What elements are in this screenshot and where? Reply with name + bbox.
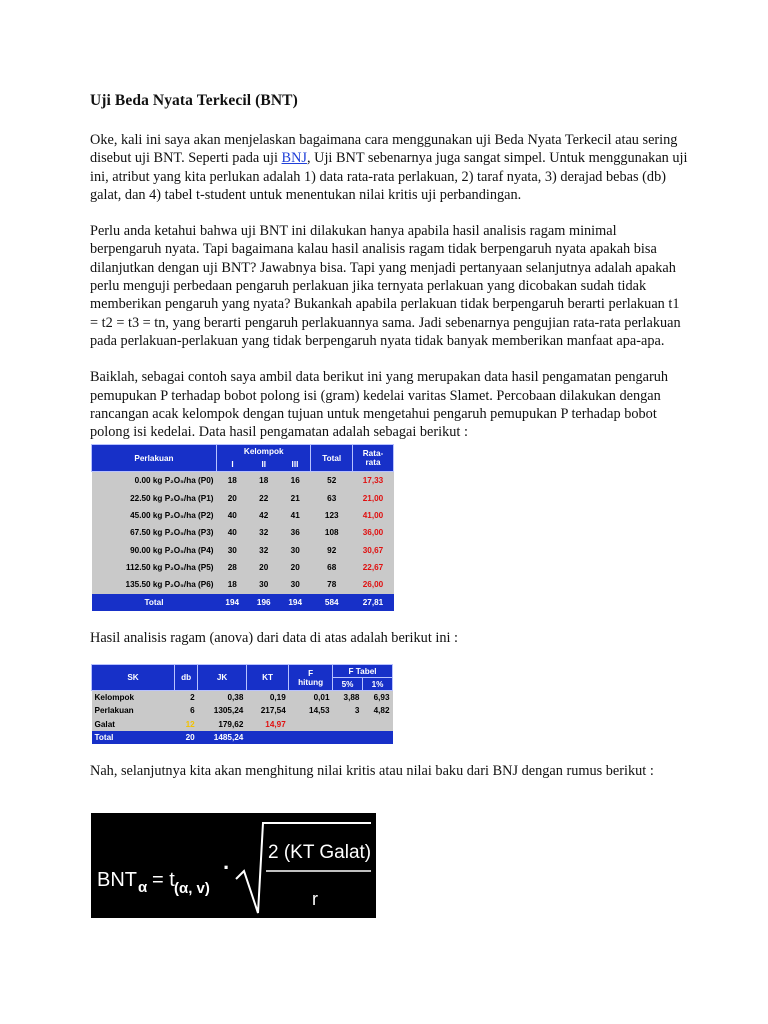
anova-cell-f1: 6,93 xyxy=(362,691,392,705)
col-fhitung xyxy=(289,665,333,691)
cell-k2: 18 xyxy=(248,472,279,490)
total-cell-rata: 27,81 xyxy=(353,594,394,611)
anova-cell-f1: 4,82 xyxy=(362,704,392,717)
anova-cell-kt: 14,97 xyxy=(246,718,288,731)
total-cell-total: 584 xyxy=(311,594,353,611)
col-sk: SK xyxy=(92,665,175,691)
cell-k3: 30 xyxy=(279,576,310,593)
bnj-link[interactable]: BNJ xyxy=(281,150,307,167)
total-cell-k2: 196 xyxy=(248,594,279,611)
cell-rata: 26,00 xyxy=(353,576,394,593)
anova-cell-fh: 14,53 xyxy=(289,704,333,717)
cell-total: 78 xyxy=(311,576,353,593)
col-f5: 5% xyxy=(333,678,363,691)
anova-cell-sk: Kelompok xyxy=(92,691,175,705)
anova-cell-jk: 179,62 xyxy=(198,718,247,731)
cell-rata: 22,67 xyxy=(353,559,394,576)
anova-total-cell-jk: 1485,24 xyxy=(198,731,247,744)
row-label: 135.50 kg P₂O₅/ha (P6) xyxy=(92,576,217,593)
anova-total-cell-x4 xyxy=(362,731,392,744)
col-perlakuan: Perlakuan xyxy=(92,445,217,472)
row-label: 112.50 kg P₂O₅/ha (P5) xyxy=(92,559,217,576)
total-cell-label: Total xyxy=(92,594,217,611)
anova-total-cell-x3 xyxy=(333,731,363,744)
cell-k2: 32 xyxy=(248,524,279,541)
anova-total-cell-x2 xyxy=(289,731,333,744)
bnt-formula-image xyxy=(91,813,376,918)
fhitung-label-1: F xyxy=(308,668,314,678)
anova-row xyxy=(92,691,393,705)
anova-cell-f1 xyxy=(362,718,392,731)
cell-total: 68 xyxy=(311,559,353,576)
anova-cell-kt: 0,19 xyxy=(246,691,288,705)
anova-cell-jk: 0,38 xyxy=(198,691,247,705)
col-k3: III xyxy=(279,458,310,472)
cell-k2: 30 xyxy=(248,576,279,593)
data-table xyxy=(91,444,394,611)
row-label: 0.00 kg P₂O₅/ha (P0) xyxy=(92,472,217,490)
cell-k3: 20 xyxy=(279,559,310,576)
cell-k3: 21 xyxy=(279,490,310,507)
formula-bnt: BNT xyxy=(97,869,137,891)
formula-args: (α, v) xyxy=(174,880,210,897)
cell-k2: 22 xyxy=(248,490,279,507)
cell-k1: 40 xyxy=(217,524,248,541)
table-row xyxy=(92,576,394,593)
col-jk: JK xyxy=(198,665,247,691)
cell-rata: 36,00 xyxy=(353,524,394,541)
cell-total: 92 xyxy=(311,542,353,559)
cell-k1: 28 xyxy=(217,559,248,576)
anova-cell-f5 xyxy=(333,718,363,731)
cell-rata: 30,67 xyxy=(353,542,394,559)
paragraph-example: Baiklah, sebagai contoh saya ambil data berikut ini yang merupakan data hasil pengamatan pengaruh pemupukan P terhadap bobot polong isi (gram) kedelai varitas Slamet. Percobaan dilakukan dengan rancangan acak kelompok dengan tujuan untuk mengetahui pengaruh pemupukan P terhadap bobot polong isi kedelai. Data hasil pengamatan adalah sebagai berikut : xyxy=(90,369,669,441)
cell-k2: 42 xyxy=(248,507,279,524)
intro-text-b: , Uji BNT sebenarnya juga sangat simpel. Untuk menggunakan uji ini, atribut yang kita perlukan adalah 1) data rata-rata perlakuan, 2) taraf nyata, 3) derajad bebas (db) galat, dan 4) tabel t-student untuk menentukan nilai kritis uji perbandingan. xyxy=(90,150,688,203)
paragraph-bnt-formula: Nah, selanjutnya kita akan menghitung nilai kritis atau nilai baku dari BNJ dengan rumus berikut : xyxy=(90,763,654,779)
anova-row xyxy=(92,718,393,731)
anova-total-cell-sk: Total xyxy=(92,731,175,744)
anova-cell-db: 2 xyxy=(175,691,198,705)
cell-rata: 17,33 xyxy=(353,472,394,490)
col-k2: II xyxy=(248,458,279,472)
cell-rata: 41,00 xyxy=(353,507,394,524)
anova-table xyxy=(91,664,393,744)
cell-k1: 40 xyxy=(217,507,248,524)
anova-cell-fh: 0,01 xyxy=(289,691,333,705)
paragraph-explanation: Perlu anda ketahui bahwa uji BNT ini dilakukan hanya apabila hasil analisis ragam minimal berpengaruh nyata. Tapi bagaimana kalau hasil analisis ragam tidak berpengaruh nyata apakah bisa dilanjutkan dengan uji BNT? Jawabnya bisa. Tapi yang menjadi pertanyaan selanjutnya adalah apakah perlu menguji perbedaan pengaruh perlakuan jika ternyata perlakuan yang dicobakan sudah tidak memberikan pengaruh yang nyata? Bukankah apabila perlakuan tidak berpengaruh berarti perlakuan t1 = t2 = t3 = tn, yang berarti pengaruh perlakuannya sama. Jadi sebenarnya pengujian rata-rata perlakuan pada perlakuan-perlakuan yang tidak berpengaruh nyata tidak banyak memberikan manfaat apa-apa. xyxy=(90,223,681,349)
cell-total: 108 xyxy=(311,524,353,541)
table-row xyxy=(92,542,394,559)
formula-alpha: α xyxy=(138,879,148,896)
total-cell-k1: 194 xyxy=(217,594,248,611)
col-k1: I xyxy=(217,458,248,472)
anova-cell-jk: 1305,24 xyxy=(198,704,247,717)
cell-k2: 32 xyxy=(248,542,279,559)
cell-k3: 16 xyxy=(279,472,310,490)
paragraph-intro xyxy=(90,131,690,204)
anova-cell-db: 6 xyxy=(175,704,198,717)
row-label: 67.50 kg P₂O₅/ha (P3) xyxy=(92,524,217,541)
cell-k1: 18 xyxy=(217,576,248,593)
anova-cell-sk: Galat xyxy=(92,718,175,731)
col-kelompok: Kelompok xyxy=(217,445,311,459)
cell-k3: 36 xyxy=(279,524,310,541)
col-db: db xyxy=(175,665,198,691)
fhitung-label-2: hitung xyxy=(298,677,324,687)
table-row xyxy=(92,507,394,524)
col-f1: 1% xyxy=(362,678,392,691)
formula-numerator: 2 (KT Galat) xyxy=(268,842,372,863)
formula-dot: · xyxy=(223,855,231,880)
formula-eq: = t xyxy=(152,869,175,891)
col-total: Total xyxy=(311,445,353,472)
paragraph-anova: Hasil analisis ragam (anova) dari data di atas adalah berikut ini : xyxy=(90,630,459,646)
col-ftabel: F Tabel xyxy=(333,665,393,678)
anova-cell-f5: 3 xyxy=(333,704,363,717)
table-row xyxy=(92,472,394,490)
row-label: 90.00 kg P₂O₅/ha (P4) xyxy=(92,542,217,559)
cell-total: 123 xyxy=(311,507,353,524)
table-row xyxy=(92,490,394,507)
cell-k2: 20 xyxy=(248,559,279,576)
anova-total-row xyxy=(92,731,393,744)
intro-text-a: Oke, kali ini saya akan menjelaskan bagaimana cara menggunakan uji Beda Nyata Terkecil atau sering disebut uji BNT. Seperti pada uji xyxy=(90,132,678,167)
page-title: Uji Beda Nyata Terkecil (BNT) xyxy=(90,92,298,109)
article xyxy=(90,92,690,459)
col-kt: KT xyxy=(246,665,288,691)
formula-denominator: r xyxy=(312,889,318,909)
cell-rata: 21,00 xyxy=(353,490,394,507)
col-rata: Rata-rata xyxy=(353,445,394,472)
anova-cell-fh xyxy=(289,718,333,731)
anova-total-cell-x1 xyxy=(246,731,288,744)
cell-total: 52 xyxy=(311,472,353,490)
table-row xyxy=(92,559,394,576)
row-label: 45.00 kg P₂O₅/ha (P2) xyxy=(92,507,217,524)
anova-row xyxy=(92,704,393,717)
anova-total-cell-db: 20 xyxy=(175,731,198,744)
total-cell-k3: 194 xyxy=(279,594,310,611)
anova-cell-db: 12 xyxy=(175,718,198,731)
table-row xyxy=(92,524,394,541)
cell-k1: 20 xyxy=(217,490,248,507)
cell-k1: 30 xyxy=(217,542,248,559)
anova-cell-kt: 217,54 xyxy=(246,704,288,717)
sqrt-sign xyxy=(236,823,371,913)
total-row xyxy=(92,594,394,611)
cell-k3: 30 xyxy=(279,542,310,559)
anova-cell-f5: 3,88 xyxy=(333,691,363,705)
cell-k3: 41 xyxy=(279,507,310,524)
cell-total: 63 xyxy=(311,490,353,507)
cell-k1: 18 xyxy=(217,472,248,490)
anova-cell-sk: Perlakuan xyxy=(92,704,175,717)
row-label: 22.50 kg P₂O₅/ha (P1) xyxy=(92,490,217,507)
